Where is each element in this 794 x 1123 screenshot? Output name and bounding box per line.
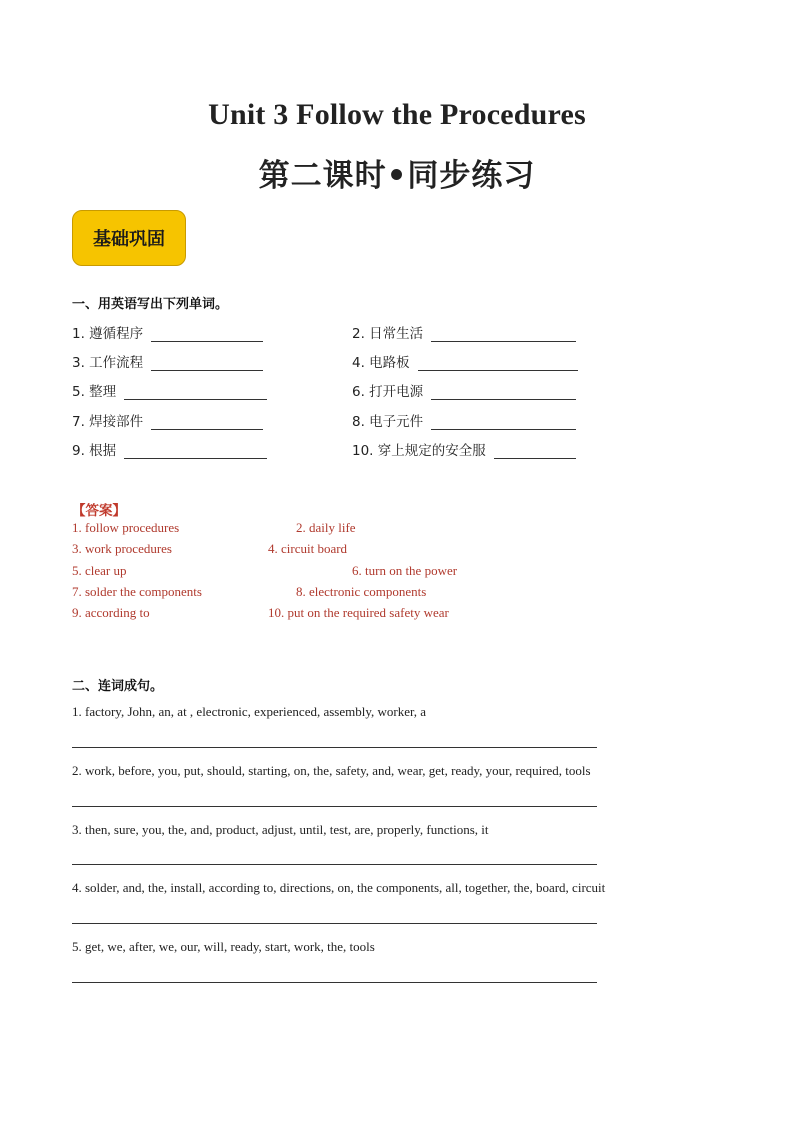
answer-item: 3. work procedures <box>72 541 172 556</box>
answer-item: 7. solder the components <box>72 584 202 599</box>
answer-line[interactable] <box>72 806 597 807</box>
answer-blank[interactable] <box>431 385 576 400</box>
vocab-item: 3. 工作流程 <box>72 351 263 371</box>
answer-item: 10. put on the required safety wear <box>268 605 449 620</box>
answer-blank[interactable] <box>431 327 576 342</box>
vocab-item: 4. 电路板 <box>352 351 578 371</box>
answer-item: 9. according to <box>72 605 150 620</box>
vocab-item: 7. 焊接部件 <box>72 410 263 430</box>
section-heading-sentences: 二、连词成句。 <box>72 679 164 694</box>
vocab-item: 10. 穿上规定的安全服 <box>352 439 576 459</box>
answer-blank[interactable] <box>151 356 263 371</box>
answer-blank[interactable] <box>494 444 576 459</box>
sentence-question: 5. get, we, after, we, our, will, ready, start, work, the, tools <box>72 939 375 954</box>
answer-line[interactable] <box>72 982 597 983</box>
vocab-item: 9. 根据 <box>72 439 267 459</box>
answer-item: 6. turn on the power <box>352 563 458 578</box>
page-title: Unit 3 Follow the Procedures <box>208 98 586 131</box>
vocab-item: 1. 遵循程序 <box>72 322 263 342</box>
answer-blank[interactable] <box>124 385 267 400</box>
sentence-question: 4. solder, and, the, install, according to, directions, on, the components, all, together, the, board, circuit <box>72 880 606 895</box>
sentence-question: 1. factory, John, an, at , electronic, experienced, assembly, worker, a <box>72 704 427 719</box>
vocab-item: 6. 打开电源 <box>352 380 576 400</box>
answer-item: 8. electronic components <box>296 584 427 599</box>
vocab-item: 5. 整理 <box>72 380 267 400</box>
answer-line[interactable] <box>72 864 597 865</box>
answer-line[interactable] <box>72 923 597 924</box>
sentence-question: 2. work, before, you, put, should, starting, on, the, safety, and, wear, get, ready, your, required, tools <box>72 763 591 778</box>
answer-blank[interactable] <box>151 415 263 430</box>
answer-item: 5. clear up <box>72 563 127 578</box>
page-subtitle: 第二课时•同步练习 <box>258 158 536 194</box>
answers-heading: 【答案】 <box>72 503 126 519</box>
section-badge: 基础巩固 <box>72 210 186 266</box>
answer-blank[interactable] <box>151 327 263 342</box>
sentence-question: 3. then, sure, you, the, and, product, adjust, until, test, are, properly, functions, it <box>72 822 489 837</box>
answer-blank[interactable] <box>124 444 267 459</box>
answer-item: 4. circuit board <box>268 541 348 556</box>
section-heading-vocabulary: 一、用英语写出下列单词。 <box>72 297 229 312</box>
answer-item: 1. follow procedures <box>72 520 180 535</box>
answer-blank[interactable] <box>431 415 576 430</box>
answer-line[interactable] <box>72 747 597 748</box>
answer-item: 2. daily life <box>296 520 356 535</box>
vocab-item: 2. 日常生活 <box>352 322 576 342</box>
answer-blank[interactable] <box>418 356 578 371</box>
vocab-item: 8. 电子元件 <box>352 410 576 430</box>
